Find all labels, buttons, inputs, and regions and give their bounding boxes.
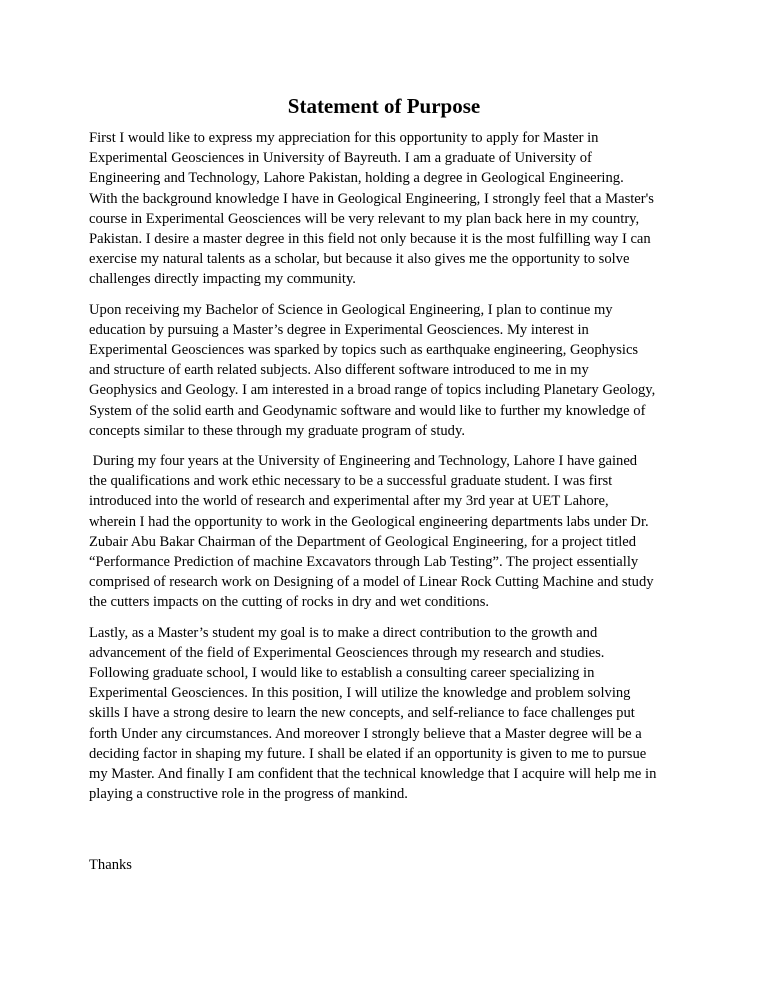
page-title: Statement of Purpose [287, 94, 481, 118]
text-line: “Performance Prediction of machine Excavators through Lab Testing”. The project essentially [89, 554, 639, 571]
text-line: forth Under any circumstances. And moreover I strongly believe that a Master degree will be a [89, 725, 642, 742]
text-line: Geophysics and Geology. I am interested in a broad range of topics including Planetary Geology, [89, 382, 656, 399]
text-line: playing a constructive role in the progress of mankind. [89, 786, 408, 803]
paragraph-4 [89, 623, 689, 805]
text-line: Zubair Abu Bakar Chairman of the Department of Geological Engineering, for a project titled [89, 533, 637, 550]
text-line: introduced into the world of research and experimental after my 3rd year at UET Lahore, [89, 493, 609, 510]
text-line: During my four years at the University of Engineering and Technology, Lahore I have gained [89, 453, 638, 470]
text-line: the cutters impacts on the cutting of rocks in dry and wet conditions. [89, 594, 490, 611]
text-line: System of the solid earth and Geodynamic software and would like to further my knowledge of [89, 402, 646, 419]
text-line: education by pursuing a Master’s degree in Experimental Geosciences. My interest in [89, 321, 589, 338]
text-line: Experimental Geosciences. In this position, I will utilize the knowledge and problem solving [89, 685, 631, 702]
text-line: and structure of earth related subjects. Also different software introduced to me in my [89, 362, 589, 379]
text-line: First I would like to express my appreciation for this opportunity to apply for Master in [89, 130, 599, 146]
text-line: deciding factor in shaping my future. I shall be elated if an opportunity is given to me to pursue [89, 745, 647, 762]
text-line: my Master. And finally I am confident that the technical knowledge that I acquire will help me in [89, 766, 657, 783]
document-body [89, 128, 689, 815]
text-line: advancement of the field of Experimental Geosciences through my research and studies. [89, 644, 605, 661]
text-line: wherein I had the opportunity to work in the Geological engineering departments labs under Dr. [89, 513, 649, 530]
text-line: Engineering and Technology, Lahore Pakistan, holding a degree in Geological Engineering. [89, 170, 624, 187]
text-line: Upon receiving my Bachelor of Science in Geological Engineering, I plan to continue my [89, 301, 613, 318]
text-line: comprised of research work on Designing of a model of Linear Rock Cutting Machine and study [89, 574, 654, 591]
paragraph-3 [89, 451, 689, 613]
text-line: Experimental Geosciences in University of Bayreuth. I am a graduate of University of [89, 150, 592, 167]
closing-text: Thanks [89, 857, 132, 873]
text-line: Experimental Geosciences was sparked by topics such as earthquake engineering, Geophysics [89, 342, 639, 359]
text-line: exercise my natural talents as a scholar, but because it also gives me the opportunity to solve [89, 251, 630, 268]
text-line: Lastly, as a Master’s student my goal is to make a direct contribution to the growth and [89, 624, 598, 641]
text-line: concepts similar to these through my graduate program of study. [89, 422, 465, 439]
text-line: Pakistan. I desire a master degree in this field not only because it is the most fulfilling way I can [89, 231, 651, 248]
text-line: skills I have a strong desire to learn the new concepts, and self-reliance to face challenges put [89, 705, 635, 722]
text-line: With the background knowledge I have in Geological Engineering, I strongly feel that a Master's [89, 190, 654, 207]
paragraph-2 [89, 300, 689, 441]
text-line: the qualifications and work ethic necessary to be a successful graduate student. I was first [89, 473, 613, 490]
paragraph-1 [89, 128, 689, 290]
text-line: Following graduate school, I would like to establish a consulting career specializing in [89, 665, 595, 682]
text-line: challenges directly impacting my community. [89, 271, 356, 288]
text-line: course in Experimental Geosciences will be very relevant to my plan back here in my country, [89, 210, 640, 227]
